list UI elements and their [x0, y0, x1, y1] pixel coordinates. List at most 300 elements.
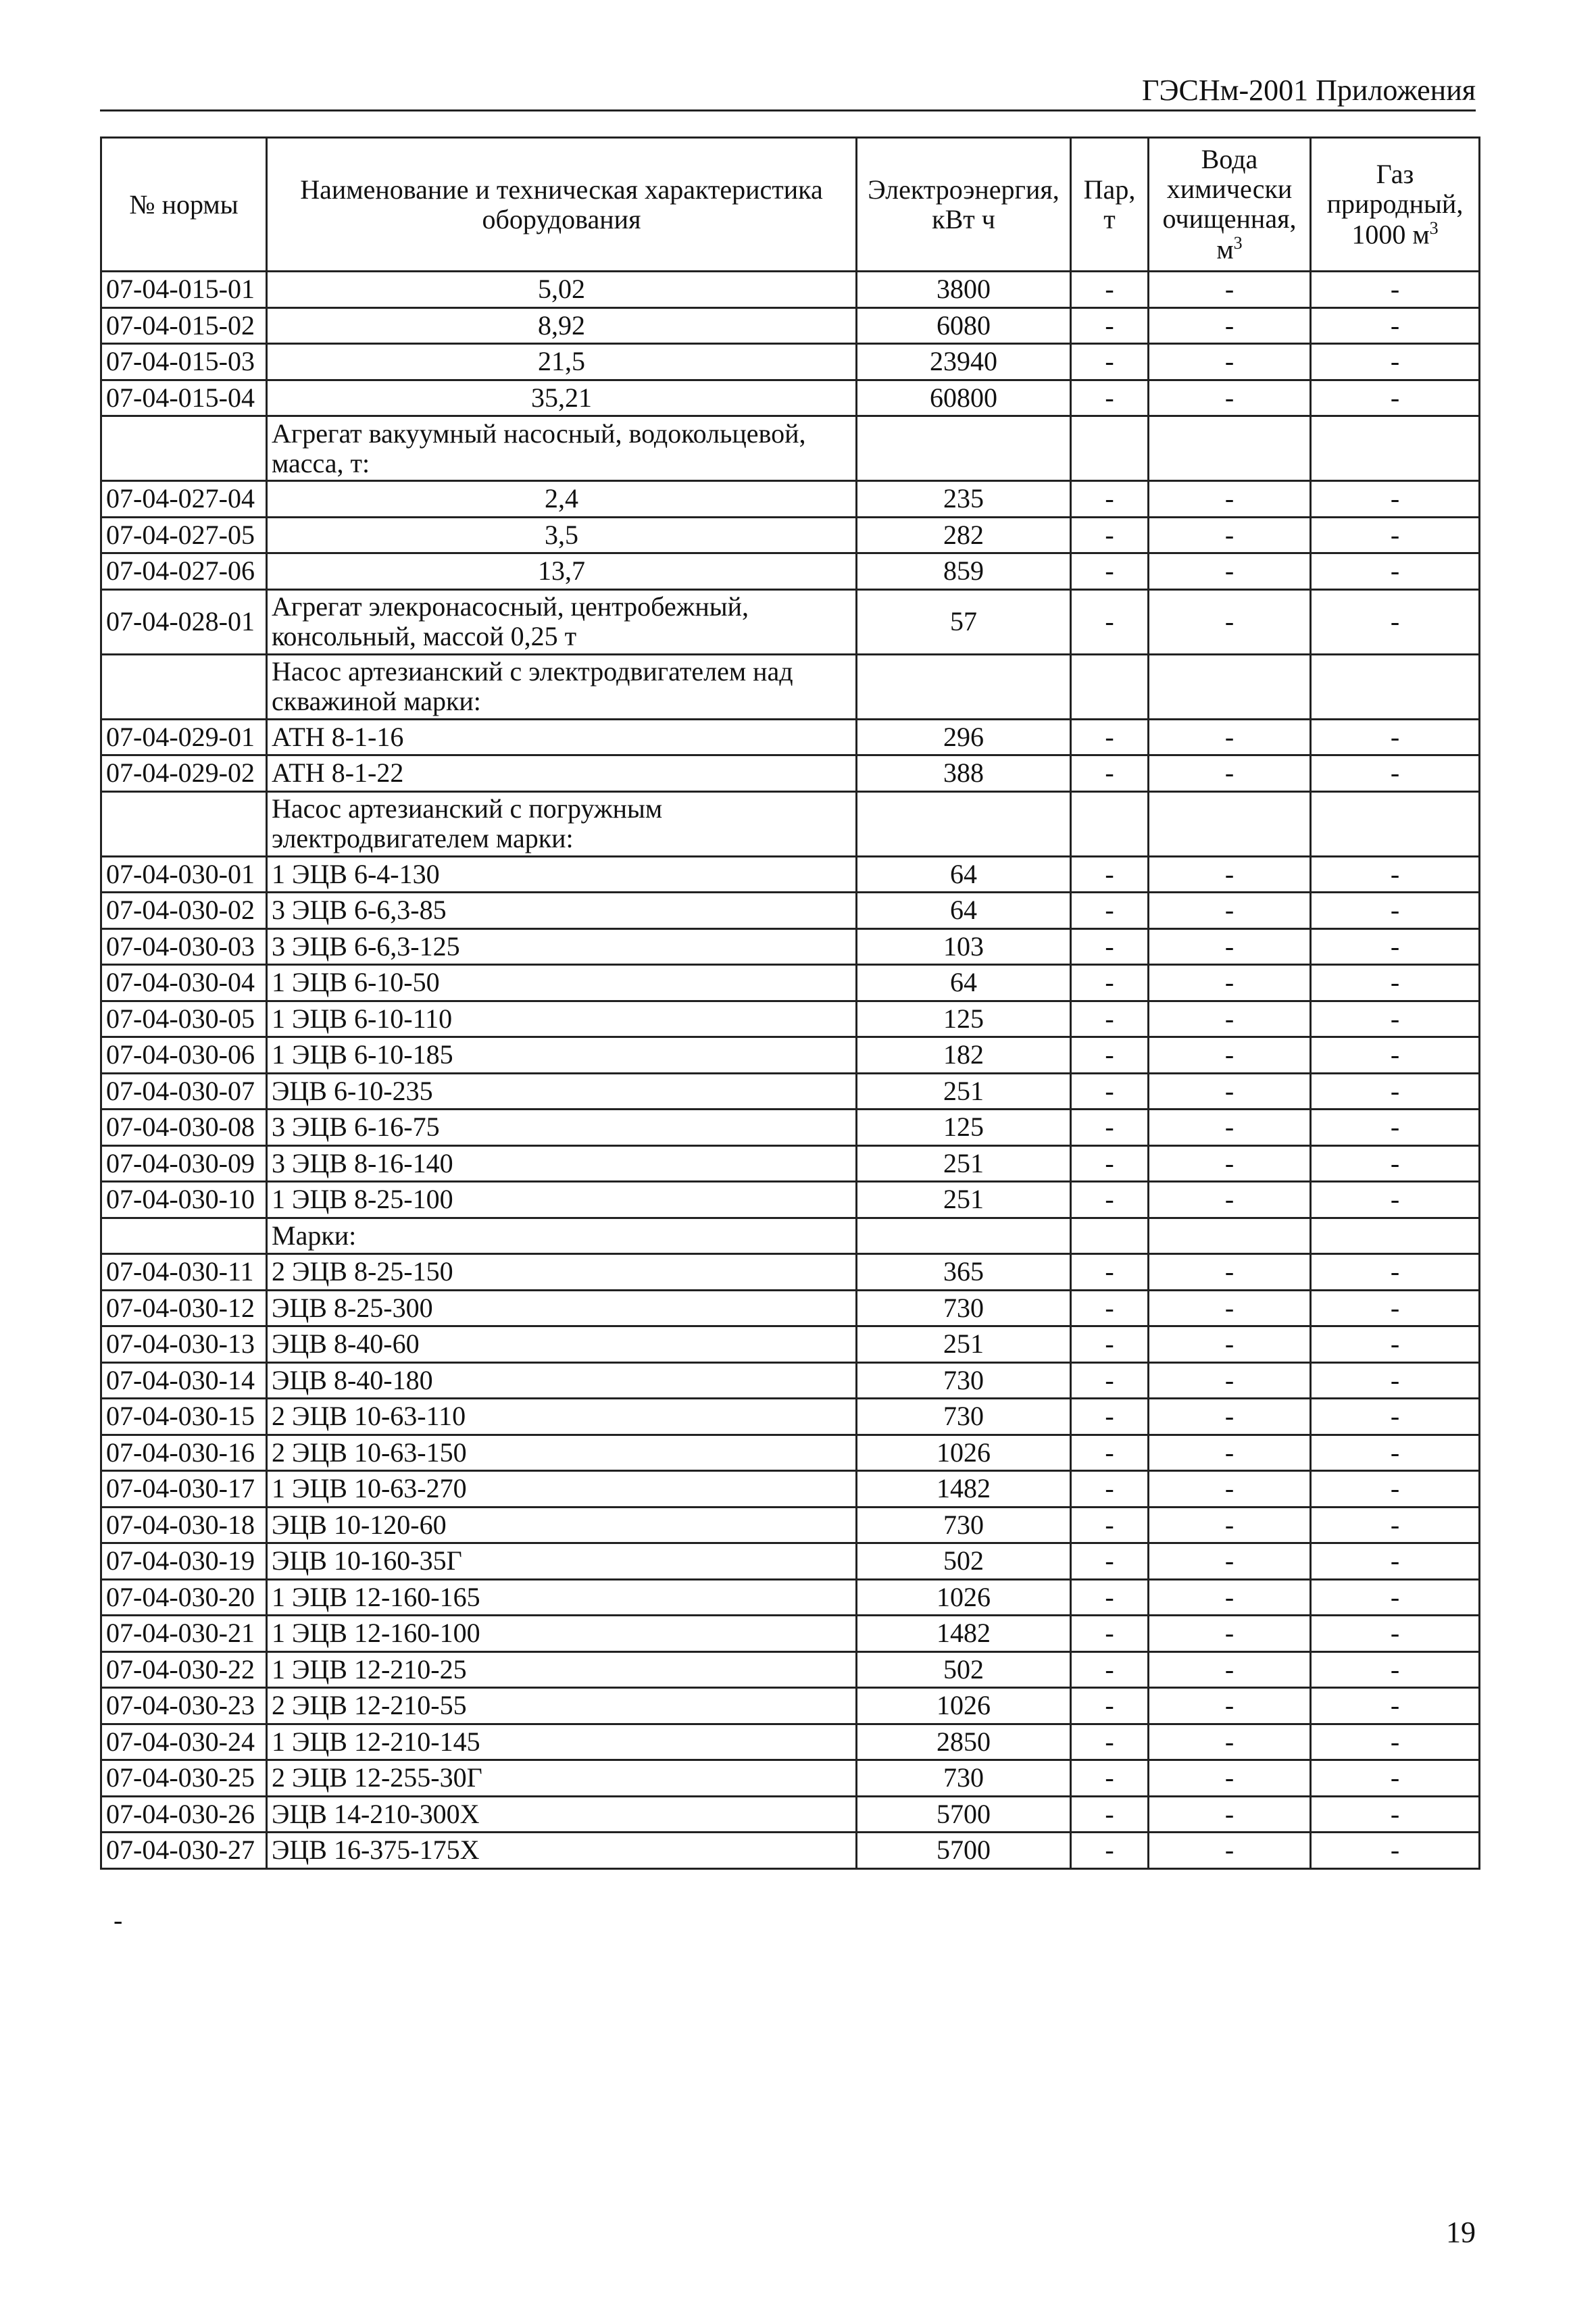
- cell-gas: -: [1311, 965, 1480, 1001]
- cell-code: 07-04-030-11: [101, 1254, 267, 1291]
- cell-water: -: [1149, 1037, 1311, 1074]
- cell-electricity: 1026: [857, 1435, 1071, 1471]
- cell-gas: [1311, 1218, 1480, 1254]
- cell-code: 07-04-030-16: [101, 1435, 267, 1471]
- cell-steam: -: [1071, 1182, 1149, 1218]
- cell-water: -: [1149, 1145, 1311, 1182]
- cell-electricity: 251: [857, 1326, 1071, 1363]
- cell-steam: [1071, 416, 1149, 481]
- table-row: [101, 1833, 1480, 1869]
- cell-code: [101, 416, 267, 481]
- cell-water: -: [1149, 1254, 1311, 1291]
- cell-name: 1 ЭЦВ 6-10-50: [267, 965, 857, 1001]
- cell-electricity: 5700: [857, 1833, 1071, 1869]
- cell-electricity: 388: [857, 755, 1071, 792]
- cell-electricity: 251: [857, 1073, 1071, 1110]
- table-row: [101, 517, 1480, 553]
- table-row: [101, 344, 1480, 380]
- cell-code: 07-04-030-08: [101, 1110, 267, 1146]
- table-row: [101, 1254, 1480, 1291]
- table-row: [101, 481, 1480, 518]
- cell-name: 1 ЭЦВ 10-63-270: [267, 1471, 857, 1508]
- cell-steam: -: [1071, 893, 1149, 929]
- cell-water: [1149, 791, 1311, 856]
- table-row: [101, 719, 1480, 755]
- table-row: [101, 856, 1480, 893]
- cell-steam: -: [1071, 1651, 1149, 1688]
- cell-electricity: 1026: [857, 1579, 1071, 1616]
- cell-steam: -: [1071, 517, 1149, 553]
- table-row: [101, 1073, 1480, 1110]
- cell-name: 2 ЭЦВ 10-63-150: [267, 1435, 857, 1471]
- table-header-row: [101, 138, 1480, 272]
- table-row: [101, 1688, 1480, 1724]
- cell-steam: -: [1071, 1724, 1149, 1760]
- table-row: [101, 1362, 1480, 1399]
- cell-name: 1 ЭЦВ 12-210-25: [267, 1651, 857, 1688]
- cell-code: 07-04-030-20: [101, 1579, 267, 1616]
- cell-water: -: [1149, 1110, 1311, 1146]
- cell-name: ЭЦВ 10-120-60: [267, 1507, 857, 1543]
- cell-code: 07-04-027-04: [101, 481, 267, 518]
- cell-gas: -: [1311, 1688, 1480, 1724]
- table-row: [101, 791, 1480, 856]
- cell-gas: -: [1311, 928, 1480, 965]
- cell-code: 07-04-030-13: [101, 1326, 267, 1363]
- cell-electricity: 365: [857, 1254, 1071, 1291]
- table-row: [101, 1760, 1480, 1797]
- cell-steam: -: [1071, 307, 1149, 344]
- table-row: [101, 1616, 1480, 1652]
- cell-water: -: [1149, 380, 1311, 416]
- cell-code: 07-04-030-04: [101, 965, 267, 1001]
- cell-name: 5,02: [267, 272, 857, 308]
- table-row: [101, 1543, 1480, 1580]
- cell-electricity: 1482: [857, 1616, 1071, 1652]
- cell-water: -: [1149, 1796, 1311, 1833]
- cell-code: 07-04-027-06: [101, 553, 267, 590]
- cell-name: 2 ЭЦВ 8-25-150: [267, 1254, 857, 1291]
- cell-water: -: [1149, 1399, 1311, 1435]
- cell-code: 07-04-027-05: [101, 517, 267, 553]
- cell-code: 07-04-030-22: [101, 1651, 267, 1688]
- cell-gas: -: [1311, 755, 1480, 792]
- cell-steam: -: [1071, 1543, 1149, 1580]
- cell-electricity: 125: [857, 1110, 1071, 1146]
- cell-electricity: 282: [857, 517, 1071, 553]
- cell-water: -: [1149, 1833, 1311, 1869]
- cell-steam: -: [1071, 1435, 1149, 1471]
- cell-steam: -: [1071, 1796, 1149, 1833]
- cell-water: -: [1149, 481, 1311, 518]
- table-row: [101, 589, 1480, 654]
- cell-water: -: [1149, 1543, 1311, 1580]
- cell-name: 1 ЭЦВ 6-4-130: [267, 856, 857, 893]
- stray-mark: -: [114, 1905, 123, 1935]
- col-header-water: [1149, 138, 1311, 272]
- cell-gas: [1311, 416, 1480, 481]
- cell-name: 1 ЭЦВ 12-160-165: [267, 1579, 857, 1616]
- col-header-electricity: Электроэнергия, кВт ч: [857, 138, 1071, 272]
- cell-water: -: [1149, 856, 1311, 893]
- cell-name: ЭЦВ 8-40-180: [267, 1362, 857, 1399]
- cell-electricity: 125: [857, 1001, 1071, 1037]
- cell-water: -: [1149, 1724, 1311, 1760]
- cell-electricity: 64: [857, 856, 1071, 893]
- cell-name: 1 ЭЦВ 6-10-185: [267, 1037, 857, 1074]
- cell-steam: -: [1071, 1290, 1149, 1326]
- cell-name: ЭЦВ 6-10-235: [267, 1073, 857, 1110]
- cell-gas: -: [1311, 1579, 1480, 1616]
- cell-water: -: [1149, 1616, 1311, 1652]
- cell-electricity: 182: [857, 1037, 1071, 1074]
- cell-steam: -: [1071, 1001, 1149, 1037]
- cell-gas: -: [1311, 380, 1480, 416]
- cell-name: АТН 8-1-22: [267, 755, 857, 792]
- cell-code: 07-04-030-06: [101, 1037, 267, 1074]
- cell-gas: -: [1311, 1145, 1480, 1182]
- cell-name: 8,92: [267, 307, 857, 344]
- cell-steam: -: [1071, 380, 1149, 416]
- table-row: [101, 1110, 1480, 1146]
- cell-code: 07-04-030-26: [101, 1796, 267, 1833]
- cell-steam: -: [1071, 553, 1149, 590]
- cell-name: 21,5: [267, 344, 857, 380]
- col-header-gas-sup: 3: [1429, 218, 1439, 238]
- cell-water: -: [1149, 553, 1311, 590]
- table-row: [101, 965, 1480, 1001]
- cell-electricity: 23940: [857, 344, 1071, 380]
- table-row: [101, 272, 1480, 308]
- cell-electricity: [857, 1218, 1071, 1254]
- cell-code: 07-04-030-18: [101, 1507, 267, 1543]
- cell-electricity: 235: [857, 481, 1071, 518]
- cell-steam: -: [1071, 719, 1149, 755]
- cell-steam: -: [1071, 1471, 1149, 1508]
- cell-name: Агрегат вакуумный насосный, водокольцевой, масса, т:: [267, 416, 857, 481]
- cell-name: Насос артезианский с электродвигателем над скважиной марки:: [267, 654, 857, 719]
- cell-code: 07-04-029-01: [101, 719, 267, 755]
- cell-code: 07-04-030-05: [101, 1001, 267, 1037]
- cell-gas: -: [1311, 1543, 1480, 1580]
- cell-water: -: [1149, 755, 1311, 792]
- table-row: [101, 893, 1480, 929]
- cell-water: -: [1149, 1290, 1311, 1326]
- cell-water: -: [1149, 893, 1311, 929]
- cell-steam: -: [1071, 272, 1149, 308]
- cell-code: 07-04-030-14: [101, 1362, 267, 1399]
- cell-gas: -: [1311, 589, 1480, 654]
- page-header-title: ГЭСНм-2001 Приложения: [1142, 74, 1476, 107]
- cell-gas: [1311, 654, 1480, 719]
- cell-water: -: [1149, 1471, 1311, 1508]
- cell-water: [1149, 1218, 1311, 1254]
- col-header-code: № нормы: [101, 138, 267, 272]
- cell-electricity: 3800: [857, 272, 1071, 308]
- table-row: [101, 553, 1480, 590]
- col-header-water-sup: 3: [1233, 232, 1243, 253]
- table-row: [101, 1399, 1480, 1435]
- cell-water: -: [1149, 1579, 1311, 1616]
- cell-code: 07-04-030-23: [101, 1688, 267, 1724]
- cell-code: 07-04-015-03: [101, 344, 267, 380]
- table-row: [101, 1651, 1480, 1688]
- cell-gas: -: [1311, 1399, 1480, 1435]
- col-header-steam: Пар, т: [1071, 138, 1149, 272]
- cell-gas: -: [1311, 1651, 1480, 1688]
- cell-water: -: [1149, 589, 1311, 654]
- cell-name: ЭЦВ 14-210-300Х: [267, 1796, 857, 1833]
- cell-steam: [1071, 654, 1149, 719]
- cell-code: 07-04-015-04: [101, 380, 267, 416]
- cell-code: 07-04-030-09: [101, 1145, 267, 1182]
- cell-gas: -: [1311, 1616, 1480, 1652]
- col-header-gas-text: Газ природный, 1000 м: [1326, 158, 1464, 250]
- cell-code: [101, 1218, 267, 1254]
- cell-gas: -: [1311, 719, 1480, 755]
- cell-gas: -: [1311, 517, 1480, 553]
- cell-water: -: [1149, 1362, 1311, 1399]
- cell-name: 1 ЭЦВ 8-25-100: [267, 1182, 857, 1218]
- cell-gas: -: [1311, 1254, 1480, 1291]
- cell-steam: -: [1071, 1579, 1149, 1616]
- cell-code: 07-04-030-07: [101, 1073, 267, 1110]
- cell-code: [101, 791, 267, 856]
- table-row: [101, 1290, 1480, 1326]
- cell-water: -: [1149, 1651, 1311, 1688]
- cell-name: ЭЦВ 8-40-60: [267, 1326, 857, 1363]
- cell-water: -: [1149, 1507, 1311, 1543]
- cell-gas: -: [1311, 344, 1480, 380]
- col-header-name: Наименование и техническая характеристика оборудования: [267, 138, 857, 272]
- table-body: [101, 272, 1480, 1869]
- cell-electricity: 859: [857, 553, 1071, 590]
- cell-electricity: 251: [857, 1182, 1071, 1218]
- table-row: [101, 1182, 1480, 1218]
- cell-steam: -: [1071, 1145, 1149, 1182]
- table-row: [101, 654, 1480, 719]
- cell-code: 07-04-030-21: [101, 1616, 267, 1652]
- cell-gas: -: [1311, 1724, 1480, 1760]
- cell-gas: -: [1311, 1073, 1480, 1110]
- table-row: [101, 380, 1480, 416]
- cell-steam: -: [1071, 1688, 1149, 1724]
- cell-electricity: 1026: [857, 1688, 1071, 1724]
- cell-electricity: 64: [857, 893, 1071, 929]
- cell-steam: -: [1071, 481, 1149, 518]
- cell-electricity: 730: [857, 1399, 1071, 1435]
- cell-steam: -: [1071, 1760, 1149, 1797]
- cell-name: 3,5: [267, 517, 857, 553]
- cell-steam: -: [1071, 755, 1149, 792]
- header-rule: [100, 109, 1476, 111]
- cell-gas: -: [1311, 553, 1480, 590]
- cell-electricity: [857, 416, 1071, 481]
- cell-water: -: [1149, 344, 1311, 380]
- cell-water: -: [1149, 928, 1311, 965]
- cell-electricity: 2850: [857, 1724, 1071, 1760]
- cell-name: Насос артезианский с погружным электродвигателем марки:: [267, 791, 857, 856]
- cell-water: -: [1149, 719, 1311, 755]
- cell-name: 3 ЭЦВ 8-16-140: [267, 1145, 857, 1182]
- cell-code: 07-04-030-01: [101, 856, 267, 893]
- cell-gas: -: [1311, 272, 1480, 308]
- cell-electricity: 103: [857, 928, 1071, 965]
- cell-electricity: 730: [857, 1290, 1071, 1326]
- table-row: [101, 1435, 1480, 1471]
- cell-code: 07-04-015-02: [101, 307, 267, 344]
- cell-electricity: 296: [857, 719, 1071, 755]
- cell-name: Марки:: [267, 1218, 857, 1254]
- cell-name: 3 ЭЦВ 6-16-75: [267, 1110, 857, 1146]
- cell-code: [101, 654, 267, 719]
- cell-electricity: [857, 654, 1071, 719]
- cell-electricity: [857, 791, 1071, 856]
- cell-water: -: [1149, 965, 1311, 1001]
- cell-electricity: 502: [857, 1543, 1071, 1580]
- cell-water: -: [1149, 1326, 1311, 1363]
- cell-steam: -: [1071, 856, 1149, 893]
- cell-electricity: 730: [857, 1362, 1071, 1399]
- cell-name: 1 ЭЦВ 12-160-100: [267, 1616, 857, 1652]
- table-row: [101, 755, 1480, 792]
- cell-electricity: 502: [857, 1651, 1071, 1688]
- cell-code: 07-04-028-01: [101, 589, 267, 654]
- cell-electricity: 251: [857, 1145, 1071, 1182]
- cell-electricity: 730: [857, 1760, 1071, 1797]
- cell-code: 07-04-030-03: [101, 928, 267, 965]
- cell-code: 07-04-030-24: [101, 1724, 267, 1760]
- cell-gas: -: [1311, 1796, 1480, 1833]
- cell-name: АТН 8-1-16: [267, 719, 857, 755]
- cell-water: [1149, 654, 1311, 719]
- cell-steam: -: [1071, 1110, 1149, 1146]
- table-row: [101, 1326, 1480, 1363]
- cell-steam: -: [1071, 1362, 1149, 1399]
- col-header-gas: [1311, 138, 1480, 272]
- table-row: [101, 1145, 1480, 1182]
- table-row: [101, 928, 1480, 965]
- cell-code: 07-04-030-25: [101, 1760, 267, 1797]
- cell-gas: -: [1311, 1037, 1480, 1074]
- cell-name: 3 ЭЦВ 6-6,3-125: [267, 928, 857, 965]
- table-row: [101, 1724, 1480, 1760]
- cell-water: -: [1149, 272, 1311, 308]
- cell-water: -: [1149, 1073, 1311, 1110]
- cell-code: 07-04-030-27: [101, 1833, 267, 1869]
- cell-steam: -: [1071, 344, 1149, 380]
- cell-water: -: [1149, 1760, 1311, 1797]
- table-row: [101, 1507, 1480, 1543]
- cell-water: -: [1149, 517, 1311, 553]
- cell-code: 07-04-030-12: [101, 1290, 267, 1326]
- cell-gas: -: [1311, 481, 1480, 518]
- cell-electricity: 1482: [857, 1471, 1071, 1508]
- cell-gas: -: [1311, 1290, 1480, 1326]
- cell-steam: -: [1071, 1326, 1149, 1363]
- cell-steam: -: [1071, 589, 1149, 654]
- page-number: 19: [1446, 2216, 1476, 2249]
- cell-gas: -: [1311, 307, 1480, 344]
- cell-steam: -: [1071, 1616, 1149, 1652]
- cell-water: -: [1149, 307, 1311, 344]
- cell-name: 2 ЭЦВ 10-63-110: [267, 1399, 857, 1435]
- cell-steam: -: [1071, 965, 1149, 1001]
- cell-gas: -: [1311, 1182, 1480, 1218]
- table-row: [101, 1218, 1480, 1254]
- cell-steam: -: [1071, 1399, 1149, 1435]
- cell-steam: -: [1071, 1073, 1149, 1110]
- cell-gas: -: [1311, 1435, 1480, 1471]
- cell-water: -: [1149, 1001, 1311, 1037]
- cell-steam: -: [1071, 1507, 1149, 1543]
- table-row: [101, 307, 1480, 344]
- cell-name: 2 ЭЦВ 12-255-30Г: [267, 1760, 857, 1797]
- table-row: [101, 1001, 1480, 1037]
- cell-steam: -: [1071, 1833, 1149, 1869]
- cell-steam: -: [1071, 1254, 1149, 1291]
- cell-gas: -: [1311, 1110, 1480, 1146]
- cell-name: 1 ЭЦВ 12-210-145: [267, 1724, 857, 1760]
- cell-code: 07-04-015-01: [101, 272, 267, 308]
- cell-name: 2 ЭЦВ 12-210-55: [267, 1688, 857, 1724]
- cell-water: [1149, 416, 1311, 481]
- cell-name: ЭЦВ 16-375-175Х: [267, 1833, 857, 1869]
- cell-gas: -: [1311, 1326, 1480, 1363]
- table-row: [101, 1037, 1480, 1074]
- cell-electricity: 64: [857, 965, 1071, 1001]
- cell-code: 07-04-030-10: [101, 1182, 267, 1218]
- cell-name: 13,7: [267, 553, 857, 590]
- cell-code: 07-04-029-02: [101, 755, 267, 792]
- cell-electricity: 6080: [857, 307, 1071, 344]
- cell-code: 07-04-030-02: [101, 893, 267, 929]
- cell-code: 07-04-030-17: [101, 1471, 267, 1508]
- cell-gas: -: [1311, 1760, 1480, 1797]
- norms-table: [100, 136, 1480, 1870]
- cell-electricity: 730: [857, 1507, 1071, 1543]
- cell-steam: [1071, 791, 1149, 856]
- cell-code: 07-04-030-15: [101, 1399, 267, 1435]
- cell-name: Агрегат элекронасосный, центробежный, консольный, массой 0,25 т: [267, 589, 857, 654]
- cell-gas: [1311, 791, 1480, 856]
- cell-name: ЭЦВ 8-25-300: [267, 1290, 857, 1326]
- table-row: [101, 1796, 1480, 1833]
- cell-gas: -: [1311, 1507, 1480, 1543]
- cell-water: -: [1149, 1182, 1311, 1218]
- cell-electricity: 5700: [857, 1796, 1071, 1833]
- table-row: [101, 416, 1480, 481]
- cell-name: 1 ЭЦВ 6-10-110: [267, 1001, 857, 1037]
- cell-gas: -: [1311, 1833, 1480, 1869]
- cell-water: -: [1149, 1688, 1311, 1724]
- col-header-water-text: Вода химически очищенная, м: [1162, 143, 1297, 265]
- cell-code: 07-04-030-19: [101, 1543, 267, 1580]
- cell-water: -: [1149, 1435, 1311, 1471]
- cell-gas: -: [1311, 1362, 1480, 1399]
- cell-gas: -: [1311, 1001, 1480, 1037]
- cell-gas: -: [1311, 856, 1480, 893]
- table-row: [101, 1579, 1480, 1616]
- cell-steam: [1071, 1218, 1149, 1254]
- cell-name: 3 ЭЦВ 6-6,3-85: [267, 893, 857, 929]
- cell-electricity: 57: [857, 589, 1071, 654]
- cell-name: ЭЦВ 10-160-35Г: [267, 1543, 857, 1580]
- cell-name: 2,4: [267, 481, 857, 518]
- table-row: [101, 1471, 1480, 1508]
- cell-steam: -: [1071, 928, 1149, 965]
- cell-name: 35,21: [267, 380, 857, 416]
